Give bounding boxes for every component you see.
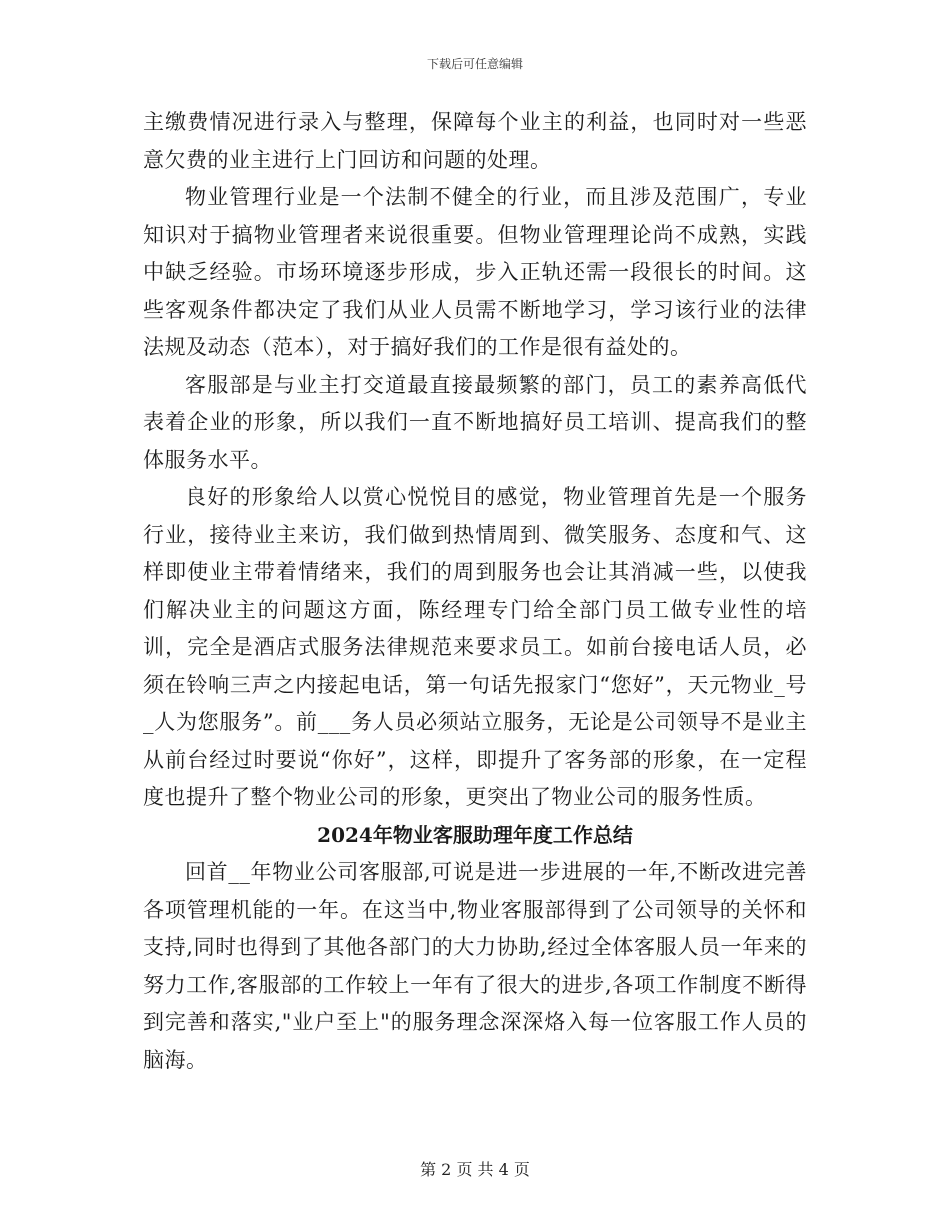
page-number: 第 2 页 共 4 页 (420, 1160, 530, 1179)
paragraph-image-service: 良好的形象给人以赏心悦悦目的感觉，物业管理首先是一个服务行业，接待业主来访，我们做到热情周到、微笑服务、态度和气、这样即使业主带着情绪来，我们的周到服务也会让其消减一些，以使我们解决业主的问题这方面，陈经理专门给全部门员工做专业性的培训，完全是酒店式服务法律规范来要求员工。如前台接电话人员，必须在铃响三声之内接起电话，第一句话先报家门“您好”，天元物业_号_人为您服务”。前___务人员必须站立服务，无论是公司领导不是业主从前台经过时要说“你好”，这样，即提升了客务部的形象，在一定程度也提升了整个物业公司的形象，更突出了物业公司的服务性质。 (143, 485, 807, 809)
page-header: 下载后可任意编辑 (426, 57, 523, 71)
paragraph-continuation: 主缴费情况进行录入与整理，保障每个业主的利益，也同时对一些恶意欠费的业主进行上门回访和问题的处理。 (143, 110, 807, 172)
document-body (143, 104, 807, 1079)
paragraph-customer-service: 客服部是与业主打交道最直接最频繁的部门，员工的素养高低代表着企业的形象，所以我们一直不断地搞好员工培训、提高我们的整体服务水平。 (143, 372, 807, 472)
section-title: 2024年物业客服助理年度工作总结 (317, 822, 633, 847)
paragraph-industry: 物业管理行业是一个法制不健全的行业，而且涉及范围广，专业知识对于搞物业管理者来说很重要。但物业管理理论尚不成熟，实践中缺乏经验。市场环境逐步形成，步入正轨还需一段很长的时间。这些客观条件都决定了我们从业人员需不断地学习，学习该行业的法律法规及动态（范本），对于搞好我们的工作是很有益处的。 (143, 185, 807, 359)
paragraph-summary: 回首__年物业公司客服部,可说是进一步进展的一年,不断改进完善各项管理机能的一年。在这当中,物业客服部得到了公司领导的关怀和支持,同时也得到了其他各部门的大力协助,经过全体客服人员一年来的努力工作,客服部的工作较上一年有了很大的进步,各项工作制度不断得到完善和落实,"业户至上"的服务理念深深烙入每一位客服工作人员的脑海。 (143, 860, 807, 1072)
